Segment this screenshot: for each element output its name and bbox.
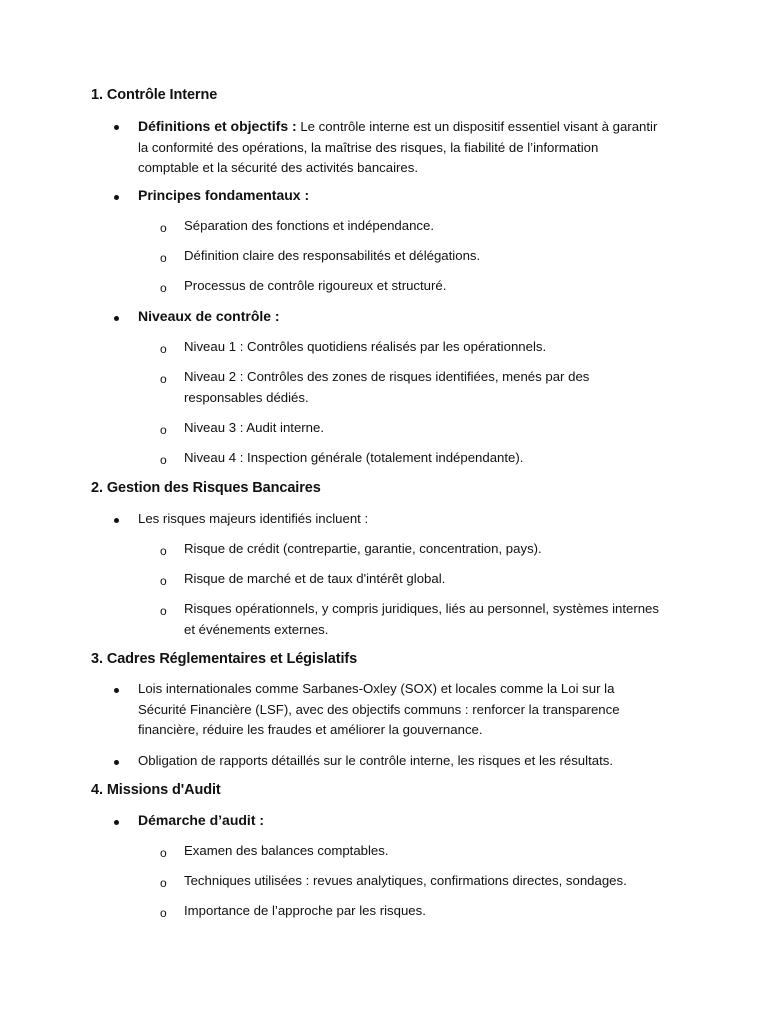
section-heading: 3. Cadres Réglementaires et Législatifs [91, 651, 358, 667]
bullet-label: Démarche d’audit : [138, 812, 265, 828]
sub-list-item: Définition claire des responsabilités et délégations. [184, 248, 481, 263]
sub-bullet-marker: o [160, 574, 167, 588]
sub-list-item: Risque de marché et de taux d'intérêt global. [184, 571, 446, 586]
list-item [138, 306, 658, 328]
sub-list-item: Niveau 3 : Audit interne. [184, 420, 325, 435]
sub-bullet-marker: o [160, 423, 167, 437]
sub-bullet-marker: o [160, 372, 167, 386]
sub-list-item: Techniques utilisées : revues analytiques, confirmations directes, sondages. [184, 873, 627, 888]
bullet-label: Niveaux de contrôle : [138, 308, 280, 324]
sub-list-item: Niveau 4 : Inspection générale (totalement indépendante). [184, 450, 524, 465]
list-item [138, 116, 658, 179]
sub-bullet-marker: o [160, 342, 167, 356]
list-item: Les risques majeurs identifiés incluent : [138, 511, 369, 526]
sub-bullet-marker: o [160, 604, 167, 618]
list-item [138, 185, 658, 207]
sub-bullet-marker: o [160, 906, 167, 920]
bullet-label: Principes fondamentaux : [138, 187, 310, 203]
sub-list-item: Examen des balances comptables. [184, 843, 389, 858]
sub-bullet-marker: o [160, 453, 167, 467]
sub-bullet-marker: o [160, 281, 167, 295]
sub-bullet-marker: o [160, 221, 167, 235]
sub-list-item: Séparation des fonctions et indépendance. [184, 218, 435, 233]
bullet-label: Définitions et objectifs : [138, 118, 297, 134]
section-heading: 4. Missions d'Audit [91, 782, 221, 798]
bullet-text: Le contrôle interne est un dispositif essentiel visant à garantir la conformité des opérations, la maîtrise des risques, la fiabilité de l’information comptable et la sécurité des activités bancaires. [138, 119, 658, 175]
section-heading: 2. Gestion des Risques Bancaires [91, 480, 321, 496]
list-item: Lois internationales comme Sarbanes-Oxley (SOX) et locales comme la Loi sur la Sécurité Financière (LSF), avec des objectifs communs : renforcer la transparence financière, réduire les fraudes et améliorer la gouvernance. [138, 681, 620, 737]
sub-bullet-marker: o [160, 846, 167, 860]
sub-list-item: Importance de l’approche par les risques. [184, 903, 426, 918]
sub-list-item: Niveau 2 : Contrôles des zones de risques identifiées, menés par des responsables dédiés. [184, 369, 590, 405]
list-item: Obligation de rapports détaillés sur le contrôle interne, les risques et les résultats. [138, 753, 613, 768]
sub-bullet-marker: o [160, 251, 167, 265]
sub-list-item: Risque de crédit (contrepartie, garantie, concentration, pays). [184, 541, 542, 556]
sub-list-item: Risques opérationnels, y compris juridiques, liés au personnel, systèmes internes et événements externes. [184, 601, 659, 637]
sub-bullet-marker: o [160, 876, 167, 890]
list-item [138, 810, 658, 832]
section-heading: 1. Contrôle Interne [91, 87, 218, 103]
sub-bullet-marker: o [160, 544, 167, 558]
sub-list-item: Niveau 1 : Contrôles quotidiens réalisés par les opérationnels. [184, 339, 547, 354]
sub-list-item: Processus de contrôle rigoureux et structuré. [184, 278, 447, 293]
